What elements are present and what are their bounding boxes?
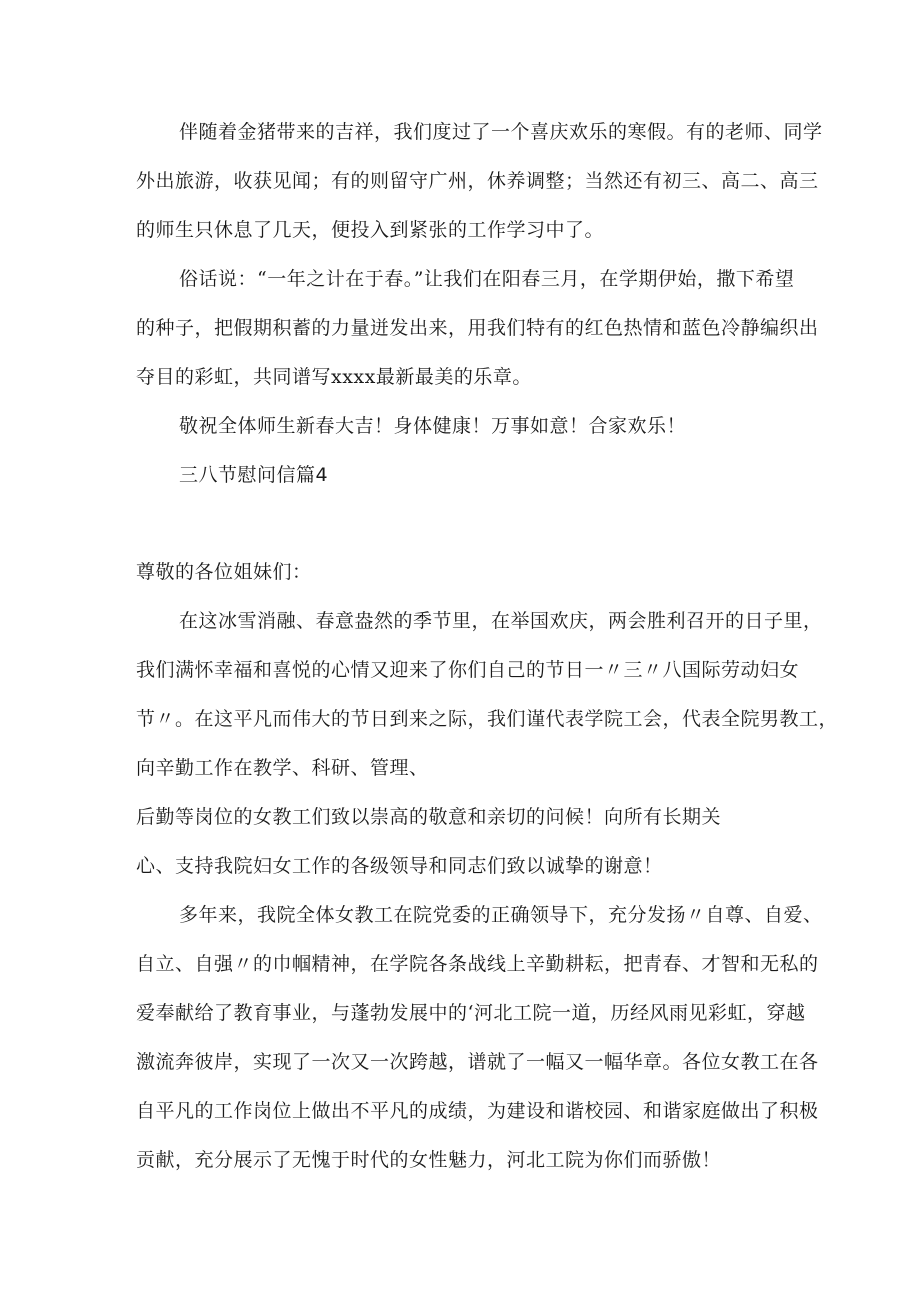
closing-wish: 敬祝全体师生新春大吉！身体健康！万事如意！合家欢乐！ (179, 415, 687, 437)
paragraph-line: 在这冰雪消融、春意盎然的季节里，在举国欢庆，两会胜利召开的日子里， (179, 610, 823, 632)
paragraph-line: 后勤等岗位的女教工们致以崇高的敬意和亲切的问候！向所有长期关 (136, 806, 722, 828)
paragraph-line: 我们满怀幸福和喜悦的心情又迎来了你们自己的节日一〃三〃八国际劳动妇女 (136, 659, 800, 681)
paragraph-line: 自平凡的工作岗位上做出不平凡的成绩，为建设和谐校园、和谐家庭做出了积极 (136, 1100, 819, 1122)
paragraph-line: 激流奔彼岸，实现了一次又一次跨越，谱就了一幅又一幅华章。各位女教工在各 (136, 1051, 819, 1073)
paragraph-line: 的师生只休息了几天，便投入到紧张的工作学习中了。 (136, 219, 605, 241)
paragraph-line: 伴随着金猪带来的吉祥，我们度过了一个喜庆欢乐的寒假。有的老师、同学 (179, 121, 823, 143)
paragraph-line: 夺目的彩虹，共同谱写xxxx最新最美的乐章。 (136, 366, 532, 388)
paragraph-line: 自立、自强〃的巾帼精神，在学院各条战线上辛勤耕耘，把青春、才智和无私的 (136, 953, 819, 975)
paragraph-line: 节〃。在这平凡而伟大的节日到来之际，我们谨代表学院工会，代表全院男教工， (136, 708, 839, 730)
paragraph-line: 多年来，我院全体女教工在院党委的正确领导下，充分发扬〃自尊、自爱、 (179, 904, 823, 926)
paragraph-line: 俗话说：“一年之计在于春。”让我们在阳春三月，在学期伊始，撒下希望 (179, 268, 795, 290)
paragraph-line: 的种子，把假期积蓄的力量迸发出来，用我们特有的红色热情和蓝色冷静编织出 (136, 317, 819, 339)
section-heading: 三八节慰问信篇4 (179, 464, 329, 486)
salutation: 尊敬的各位姐妹们： (136, 561, 312, 583)
paragraph-line: 贡献，充分展示了无愧于时代的女性魅力，河北工院为你们而骄傲！ (136, 1149, 722, 1171)
paragraph-line: 心、支持我院妇女工作的各级领导和同志们致以诚挚的谢意！ (136, 855, 663, 877)
paragraph-line: 爱奉献给了教育事业，与蓬勃发展中的‘河北工院一道，历经风雨见彩虹，穿越 (136, 1002, 806, 1024)
paragraph-line: 向辛勤工作在教学、科研、管理、 (136, 757, 429, 779)
paragraph-line: 外出旅游，收获见闻；有的则留守广州，休养调整；当然还有初三、高二、高三 (136, 170, 819, 192)
